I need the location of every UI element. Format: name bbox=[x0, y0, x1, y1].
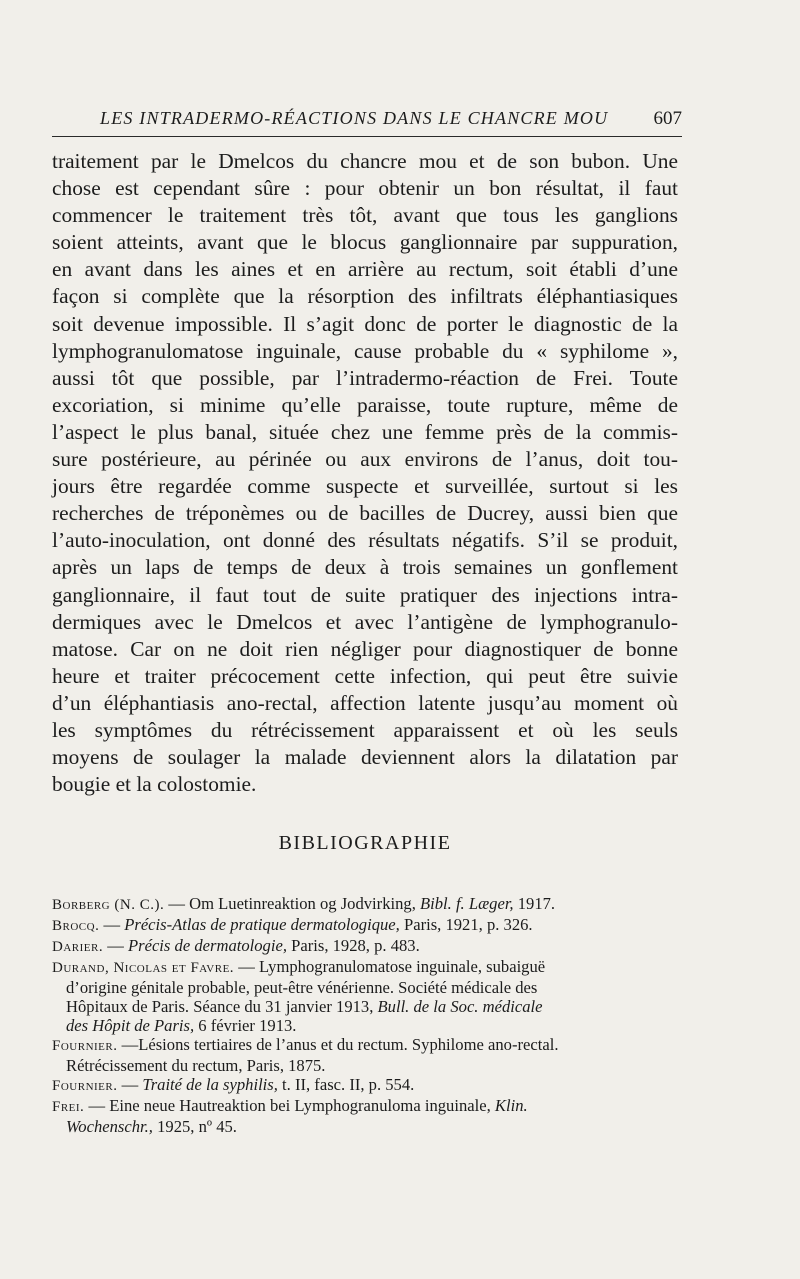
text-line: traitement par le Dmelcos du chancre mou et de son bubon. Une bbox=[52, 149, 678, 173]
text-line: l’auto-inoculation, ont donné des résultats négatifs. S’il se produit, bbox=[52, 528, 678, 553]
bibliography-entry bbox=[52, 957, 678, 1035]
entry-line bbox=[52, 1016, 678, 1035]
entry-line bbox=[52, 1035, 678, 1056]
entry-author: Darier. bbox=[52, 939, 104, 955]
entry-line bbox=[52, 1075, 678, 1096]
text-line: d’un éléphantiasis ano-rectal, affection latente jusqu’au moment où bbox=[52, 690, 678, 715]
running-head bbox=[52, 106, 682, 137]
entry-line bbox=[52, 1096, 678, 1117]
entry-author: Brocq. bbox=[52, 918, 100, 934]
text-line: heure et traiter précocement cette infection, qui peut être suivie bbox=[52, 663, 678, 688]
entry-separator: — bbox=[117, 1075, 143, 1094]
text-line: dermiques avec le Dmelcos et avec l’antigène de lymphogranulo- bbox=[52, 609, 678, 634]
entry-source: des Hôpit de Paris, bbox=[66, 1016, 195, 1035]
entry-text: — Om Luetinreaktion og Jodvirking, bbox=[164, 894, 420, 913]
entry-text: 1925, nº 45. bbox=[152, 1117, 237, 1136]
text-line: en avant dans les aines et en arrière au rectum, soit établi d’une bbox=[52, 257, 678, 282]
entry-author: Fournier. bbox=[52, 1038, 118, 1054]
text-line: après un laps de temps de deux à trois semaines un gonflement bbox=[52, 555, 678, 580]
entry-line bbox=[52, 915, 678, 936]
entry-source: Wochenschr., bbox=[66, 1117, 153, 1136]
page-number: 607 bbox=[653, 108, 682, 129]
entry-text: — Eine neue Hautreaktion bei Lymphogranuloma inguinale, bbox=[84, 1096, 495, 1115]
entry-text: — Lymphogranulomatose inguinale, subaiguë bbox=[234, 957, 546, 976]
entry-line: Rétrécissement du rectum, Paris, 1875. bbox=[66, 1056, 326, 1075]
entry-text: t. II, fasc. II, p. 554. bbox=[277, 1075, 415, 1094]
text-line: soient atteints, avant que le blocus ganglionnaire par suppuration, bbox=[52, 230, 678, 255]
bibliography-entry bbox=[52, 894, 678, 915]
running-title: LES INTRADERMO-RÉACTIONS DANS LE CHANCRE MOU bbox=[100, 108, 609, 128]
text-line: commencer le traitement très tôt, avant que tous les ganglions bbox=[52, 203, 678, 228]
text-line: l’aspect le plus banal, située chez une femme près de la commis- bbox=[52, 419, 678, 444]
bibliography-entry bbox=[52, 1035, 678, 1075]
entry-text: 1917. bbox=[513, 894, 556, 913]
entry-author: Fournier. bbox=[52, 1078, 118, 1094]
text-line: jours être regardée comme suspecte et surveillée, surtout si les bbox=[52, 474, 678, 499]
entry-source: Bibl. f. Læger, bbox=[420, 894, 514, 913]
bibliography-entry bbox=[52, 1096, 678, 1136]
text-line: façon si complète que la résorption des infiltrats éléphantiasiques bbox=[52, 284, 678, 309]
entry-text: Paris, 1928, p. 483. bbox=[286, 936, 420, 955]
entry-author: Frei. bbox=[52, 1099, 85, 1115]
text-line: soit devenue impossible. Il s’agit donc de porter le diagnostic de la bbox=[52, 311, 678, 336]
text-line: ganglionnaire, il faut tout de suite pratiquer des injections intra- bbox=[52, 582, 678, 607]
text-line: matose. Car on ne doit rien négliger pour diagnostiquer de bonne bbox=[52, 636, 678, 661]
entry-title: Traité de la syphilis, bbox=[142, 1075, 278, 1094]
entry-line bbox=[52, 1117, 678, 1136]
text-line: moyens de soulager la malade deviennent alors la dilatation par bbox=[52, 745, 678, 770]
bibliography-list bbox=[52, 894, 678, 1136]
entry-text: —Lésions tertiaires de l’anus et du rectum. Syphilome ano-rectal. bbox=[117, 1035, 559, 1054]
bibliography-entry bbox=[52, 915, 678, 936]
entry-author: Borberg (N. C.). bbox=[52, 897, 165, 913]
text-line: recherches de tréponèmes ou de bacilles de Ducrey, aussi bien que bbox=[52, 501, 678, 526]
text-line: les symptômes du rétrécissement apparaissent et où les seuls bbox=[52, 717, 678, 742]
text-line: excoriation, si minime qu’elle paraisse, toute rupture, même de bbox=[52, 392, 678, 417]
entry-title: Précis de dermatologie, bbox=[127, 936, 287, 955]
entry-source: Klin. bbox=[494, 1096, 528, 1115]
entry-text: Hôpitaux de Paris. Séance du 31 janvier 1913, bbox=[66, 997, 378, 1016]
body-paragraph bbox=[52, 148, 678, 798]
bibliography-entry bbox=[52, 936, 678, 957]
entry-line bbox=[52, 997, 678, 1016]
entry-source: Bull. de la Soc. médicale bbox=[377, 997, 543, 1016]
section-heading: BIBLIOGRAPHIE bbox=[278, 832, 452, 854]
text-line: bougie et la colostomie. bbox=[52, 772, 257, 797]
text-line: chose est cependant sûre : pour obtenir un bon résultat, il faut bbox=[52, 176, 678, 201]
entry-separator: — bbox=[99, 915, 125, 934]
entry-text: Paris, 1921, p. 326. bbox=[399, 915, 533, 934]
bibliography-entry bbox=[52, 1075, 678, 1096]
text-line: lymphogranulomatose inguinale, cause probable du « syphilome », bbox=[52, 338, 678, 363]
text-line: aussi tôt que possible, par l’intradermo-réaction de Frei. Toute bbox=[52, 365, 678, 390]
entry-line bbox=[52, 936, 678, 957]
entry-author: Durand, Nicolas et Favre. bbox=[52, 960, 235, 976]
entry-separator: — bbox=[103, 936, 128, 955]
entry-line bbox=[52, 894, 678, 915]
entry-line bbox=[52, 957, 678, 978]
entry-text: 6 février 1913. bbox=[194, 1016, 297, 1035]
text-line: sure postérieure, au périnée ou aux environs de l’anus, doit tou- bbox=[52, 447, 678, 472]
entry-line: d’origine génitale probable, peut-être vénérienne. Société médicale des bbox=[66, 978, 538, 997]
entry-title: Précis-Atlas de pratique dermatologique, bbox=[124, 915, 400, 934]
